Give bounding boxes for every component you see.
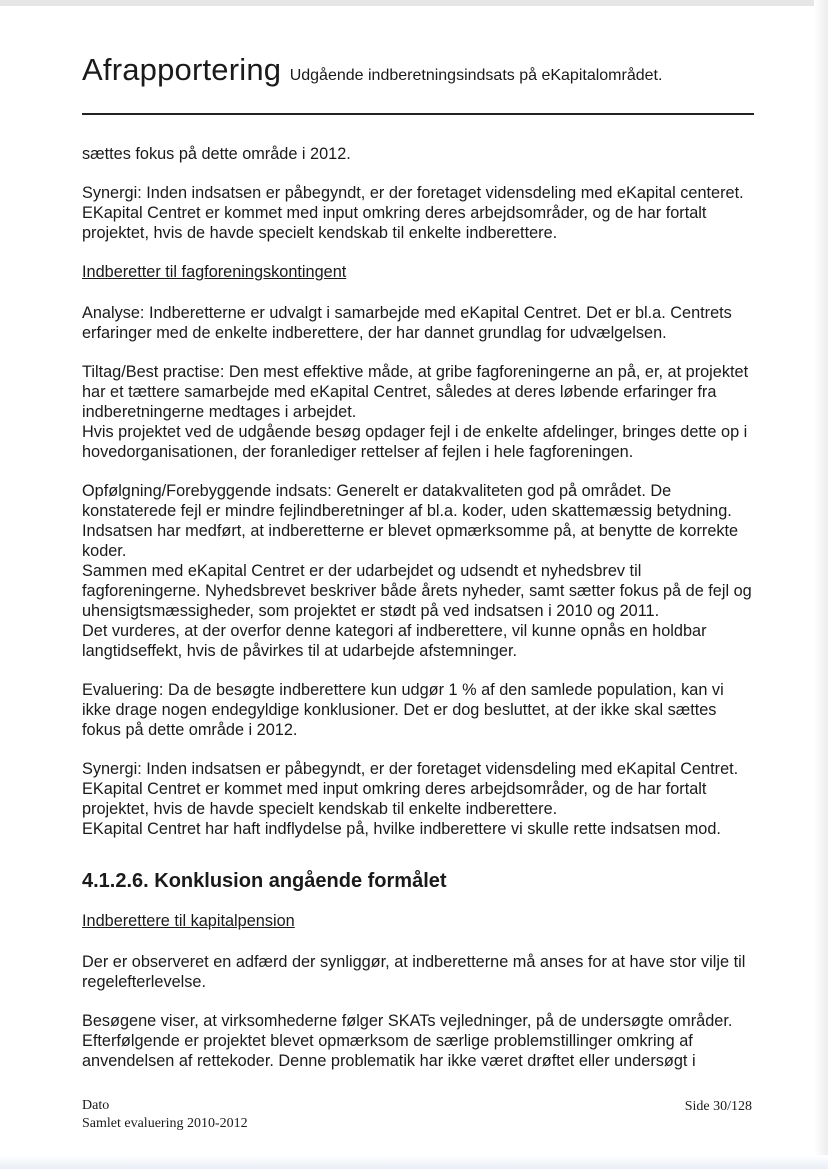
page-number: Side 30/128 <box>684 1099 752 1114</box>
scan-edge-top <box>0 0 828 6</box>
paragraph: sættes fokus på dette område i 2012. <box>82 145 351 163</box>
header-subtitle: Udgående indberetningsindsats på eKapitalområdet. <box>289 67 663 84</box>
scan-edge-bottom <box>0 1155 828 1169</box>
scan-edge-right <box>814 0 828 1169</box>
page-body <box>82 144 754 1090</box>
paragraph: Hvis projektet ved de udgående besøg opdager fejl i de enkelte afdelinger, bringes dette op i hovedorganisationen, der foranlediger rettelser af fejlen i hele fagforeningen. <box>82 423 748 461</box>
header-title: Afrapportering <box>82 52 282 87</box>
subheading-fagforening: Indberetter til fagforeningskontingent <box>82 263 347 281</box>
paragraph: Sammen med eKapital Centret er der udarbejdet og udsendt et nyhedsbrev til fagforeningerne. Nyhedsbrevet beskriver både årets nyheder, samt sætter fokus på de fejl og uhensigtsmæssigheder, som projektet er stødt på ved indsatsen i 2010 og 2011. <box>82 562 752 620</box>
footer-document-label: Samlet evaluering 2010-2012 <box>82 1116 248 1131</box>
header-divider <box>82 113 754 115</box>
paragraph: Tiltag/Best practise: Den mest effektive måde, at gribe fagforeningerne an på, er, at projektet har et tættere samarbejde med eKapital Centret, således at deres løbende erfaringer fra indberetningerne medtages i arbejdet. <box>82 363 749 421</box>
footer-date-label: Dato <box>82 1098 110 1113</box>
paragraph: Synergi: Inden indsatsen er påbegyndt, er der foretaget vidensdeling med eKapital Centret. EKapital Centret er kommet med input omkring deres arbejdsområder, og de har fortalt projektet, hvis de havde specielt kendskab til enkelte indberettere. <box>82 760 739 818</box>
paragraph: Opfølgning/Forebyggende indsats: Generelt er datakvaliteten god på området. De konstaterede fejl er mindre fejlindberetninger af bl.a. koder, uden skattemæssig betydning. Indsatsen har medført, at indberetterne er blevet opmærksomme på, at benytte de korrekte koder. <box>82 482 739 560</box>
footer-left <box>82 1097 248 1133</box>
paragraph: Besøgene viser, at virksomhederne følger SKATs vejledninger, på de undersøgte områder. Efterfølgende er projektet blevet opmærksom de særlige problemstillinger omkring af anvendelsen af rettekoder. Denne problematik har ikke været drøftet eller undersøgt i <box>82 1012 733 1070</box>
paragraph: Analyse: Indberetterne er udvalgt i samarbejde med eKapital Centret. Det er bl.a. Centrets erfaringer med de enkelte indberettere, der har dannet grundlag for udvælgelsen. <box>82 304 732 342</box>
paragraph: Synergi: Inden indsatsen er påbegyndt, er der foretaget vidensdeling med eKapital centeret. EKapital Centret er kommet med input omkring deres arbejdsområder, og de har fortalt projektet, hvis de havde specielt kendskab til enkelte indberettere. <box>82 184 744 242</box>
subheading-kapitalpension: Indberettere til kapitalpension <box>82 912 295 930</box>
page-header <box>82 52 662 88</box>
section-heading: 4.1.2.6. Konklusion angående formålet <box>82 870 447 892</box>
paragraph: Evaluering: Da de besøgte indberettere kun udgør 1 % af den samlede population, kan vi ikke drage nogen endegyldige konklusioner. Det er dog besluttet, at der ikke skal sættes fokus på dette område i 2012. <box>82 681 724 739</box>
paragraph: Der er observeret en adfærd der synliggør, at indberetterne må anses for at have stor vilje til regelefterlevelse. <box>82 953 746 991</box>
paragraph: EKapital Centret har haft indflydelse på, hvilke indberettere vi skulle rette indsatsen mod. <box>82 820 721 838</box>
paragraph: Det vurderes, at der overfor denne kategori af indberettere, vil kunne opnås en holdbar langtidseffekt, hvis de påvirkes til at udarbejde afstemninger. <box>82 622 707 660</box>
